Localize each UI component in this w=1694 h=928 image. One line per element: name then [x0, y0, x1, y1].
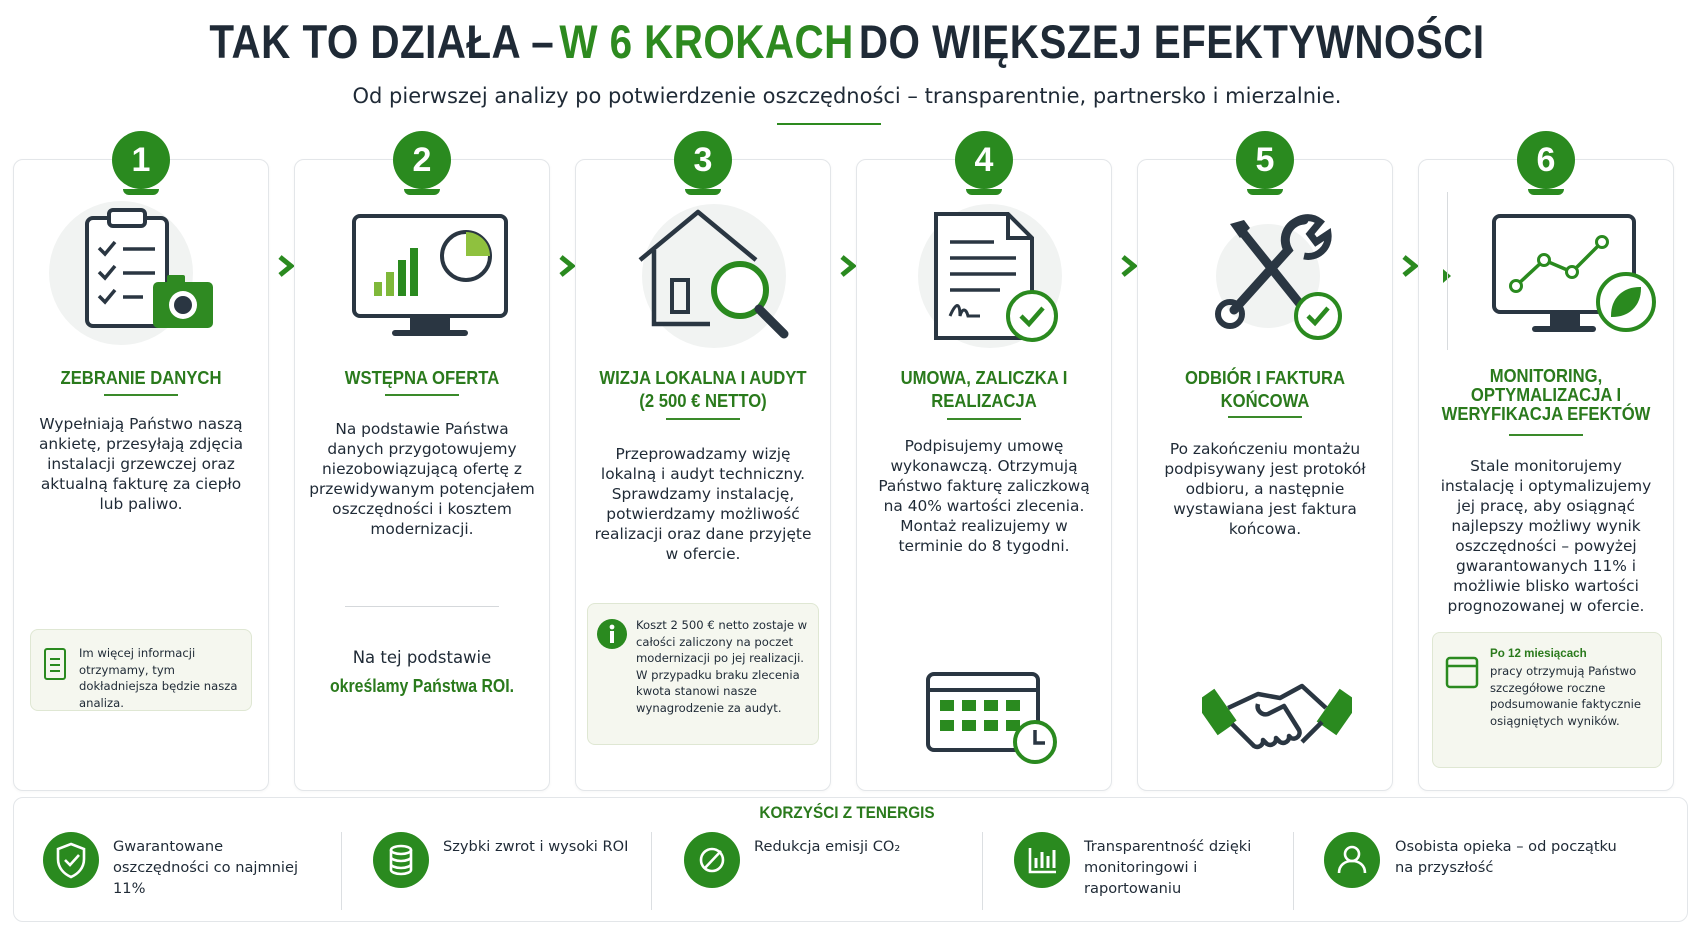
page-subtitle: Od pierwszej analizy po potwierdzenie oszczędności – transparentnie, partnersko i mierzalnie.	[352, 84, 1342, 108]
step-arrow-5	[1401, 254, 1419, 278]
benefit-text-2: Szybki zwrot i wysoki ROI	[443, 838, 629, 855]
badge-tail-4	[966, 189, 1002, 195]
benefit-text-3: Redukcja emisji CO₂	[754, 838, 901, 855]
benefit-text-4: Transparentność dzięki monitoringowi i raportowaniu	[1084, 838, 1252, 897]
benefit-divider-4	[1293, 832, 1294, 910]
shield-check-icon	[43, 832, 99, 888]
benefit-text-1: Gwarantowane oszczędności co najmniej 11%	[113, 838, 299, 897]
title-post: DO WIĘKSZEJ EFEKTYWNOŚCI	[858, 15, 1485, 68]
badge-tail-6	[1528, 189, 1564, 195]
step-underline-2	[385, 394, 459, 396]
step-text-4: Podpisujemy umowę wykonawczą. Otrzymują Państwo fakturę zaliczkową na 40% wartości zlecenia. Montaż realizujemy w terminie do 8 tygodni.	[878, 437, 1090, 555]
step-note-text-6: pracy otrzymują Państwo szczegółowe roczne podsumowanie faktycznie osiągniętych wyników.	[1490, 664, 1642, 728]
step-underline-1	[104, 394, 178, 396]
contract-check-icon	[890, 198, 1090, 348]
step-arrow-4	[1120, 254, 1138, 278]
step-title-6: MONITORING, OPTYMALIZACJA I WERYFIKACJA EFEKTÓW	[1441, 365, 1651, 424]
page-title	[119, 14, 1576, 69]
step-arrow-3	[839, 254, 857, 278]
step-arrow-1	[277, 254, 295, 278]
document-icon	[43, 647, 67, 681]
step-number-badge-3: 3	[674, 131, 732, 189]
benefit-divider-1	[341, 832, 342, 910]
house-search-icon	[614, 198, 814, 348]
step-extra-bold-2: określamy Państwa ROI.	[329, 676, 515, 696]
step-note-6	[1432, 632, 1662, 768]
step-6-side-line	[1447, 192, 1448, 350]
badge-tail-1	[123, 189, 159, 195]
monitor-leaf-icon	[1462, 198, 1662, 348]
step-note-3	[587, 603, 819, 745]
badge-tail-3	[685, 189, 721, 195]
leaf-icon	[684, 832, 740, 888]
step-divider-2	[345, 606, 499, 607]
step-note-text-3: Koszt 2 500 € netto zostaje w całości zaliczony na poczet modernizacji po jej realizacji. W przypadku braku zlecenia kwota stanowi nasze wynagrodzenie za audyt.	[636, 618, 808, 715]
title-pre: TAK TO DZIAŁA –	[209, 15, 555, 68]
step-text-3: Przeprowadzamy wizję lokalną i audyt techniczny. Sprawdzamy instalację, potwierdzamy możliwość realizacji oraz dane przyjęte w ofercie.	[594, 445, 812, 563]
user-icon	[1324, 832, 1380, 888]
benefits-title: KORZYŚCI Z TENERGIS	[759, 803, 935, 822]
badge-tail-2	[404, 189, 440, 195]
step-title-4: UMOWA, ZALICZKA I REALIZACJA	[900, 367, 1068, 411]
calendar-icon	[1445, 655, 1479, 689]
step-number-badge-1: 1	[112, 131, 170, 189]
step-number-badge-2: 2	[393, 131, 451, 189]
bar-chart-icon	[1014, 832, 1070, 888]
handshake-icon	[1202, 664, 1352, 768]
clipboard-camera-icon	[41, 198, 241, 348]
step-text-6: Stale monitorujemy instalację i optymalizujemy jej pracę, aby osiągnąć najlepszy możliwy wynik oszczędności – powyżej gwarantowanych 11% i możliwie blisko wartości prognozowanej w ofercie.	[1440, 457, 1652, 615]
badge-tail-5	[1247, 189, 1283, 195]
step-underline-5	[1228, 416, 1302, 418]
step-number-badge-4: 4	[955, 131, 1013, 189]
step-underline-4	[947, 418, 1021, 420]
benefit-text-5: Osobista opieka – od początku na przyszłość	[1395, 838, 1617, 876]
benefit-divider-3	[982, 832, 983, 910]
step-title-5: ODBIÓR I FAKTURA KOŃCOWA	[1184, 367, 1346, 411]
step-text-5: Po zakończeniu montażu podpisywany jest protokół odbioru, a następnie wystawiana jest faktura końcowa.	[1164, 440, 1366, 538]
step-note-1	[30, 629, 252, 711]
title-highlight: W 6 KROKACH	[559, 15, 854, 68]
monitor-chart-icon	[330, 198, 530, 348]
step-title-2: WSTĘPNA OFERTA	[344, 367, 500, 388]
step-note-title-6: Po 12 miesiącach	[1490, 647, 1587, 660]
step-note-text-1: Im więcej informacji otrzymamy, tym dokładniejsza będzie nasza analiza.	[79, 646, 238, 710]
step-text-1: Wypełniają Państwo naszą ankietę, przesyłają zdjęcia instalacji grzewczej oraz aktualną fakturę za ciepło lub paliwo.	[38, 415, 244, 513]
step-title-1: ZEBRANIE DANYCH	[60, 367, 222, 388]
title-divider	[777, 123, 881, 125]
step-arrow-2	[558, 254, 576, 278]
step-title-3: WIZJA LOKALNA I AUDYT (2 500 € NETTO)	[599, 367, 807, 411]
coins-icon	[373, 832, 429, 888]
calendar-clock-icon	[923, 668, 1063, 768]
step-extra-line-2: Na tej podstawie	[352, 648, 492, 667]
step-number-badge-5: 5	[1236, 131, 1294, 189]
tools-check-icon	[1168, 198, 1368, 348]
step-number-badge-6: 6	[1517, 131, 1575, 189]
step-text-2: Na podstawie Państwa danych przygotowujemy niezobowiązującą ofertę z przewidywanym potencjałem oszczędności i kosztem modernizacji.	[309, 420, 535, 538]
benefit-divider-2	[651, 832, 652, 910]
step-underline-3	[666, 418, 740, 420]
info-icon	[597, 619, 627, 649]
step-underline-6	[1509, 434, 1583, 436]
